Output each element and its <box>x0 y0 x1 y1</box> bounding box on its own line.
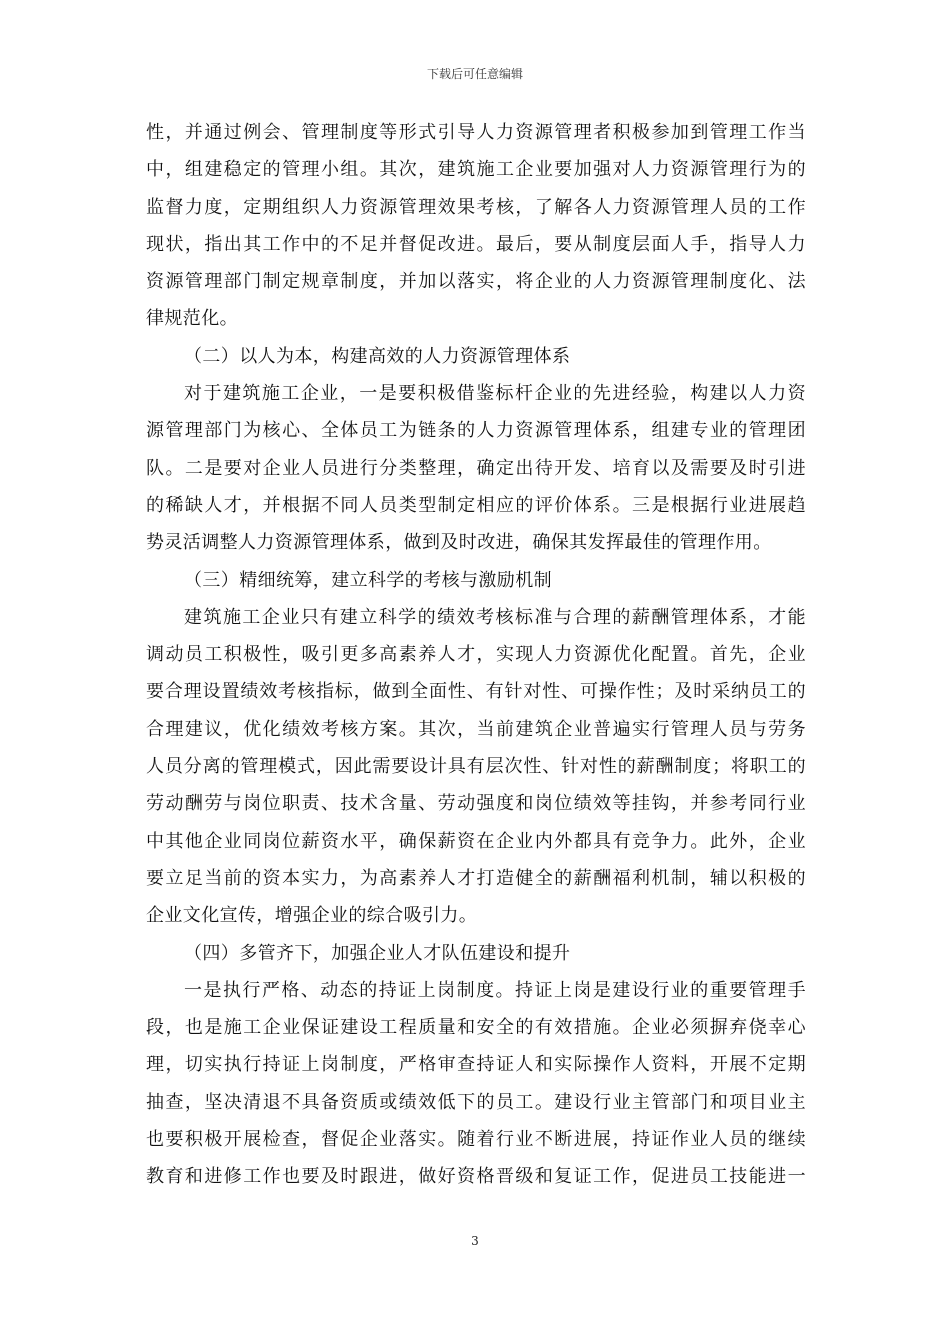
section-heading: （四）多管齐下，加强企业人才队伍建设和提升 <box>184 942 571 964</box>
section-heading: （二）以人为本，构建高效的人力资源管理体系 <box>184 345 571 367</box>
text-line: 企业文化宣传，增强企业的综合吸引力。 <box>146 905 478 927</box>
text-line: 合理建议，优化绩效考核方案。其次，当前建筑企业普遍实行管理人员与劳务 <box>146 718 806 740</box>
text-line: 教育和进修工作也要及时跟进，做好资格晋级和复证工作，促进员工技能进一 <box>146 1166 806 1188</box>
text-line: 的稀缺人才，并根据不同人员类型制定相应的评价体系。三是根据行业进展趋 <box>146 494 806 516</box>
text-line: 要立足当前的资本实力，为高素养人才打造健全的薪酬福利机制，辅以积极的 <box>146 867 806 889</box>
section-heading: （三）精细统筹，建立科学的考核与激励机制 <box>184 569 552 591</box>
text-line: 也要积极开展检查，督促企业落实。随着行业不断进展，持证作业人员的继续 <box>146 1129 806 1151</box>
text-line: 抽查，坚决清退不具备资质或绩效低下的员工。建设行业主管部门和项目业主 <box>146 1091 806 1113</box>
text-line: 要合理设置绩效考核指标，做到全面性、有针对性、可操作性；及时采纳员工的 <box>146 681 806 703</box>
text-line: 对于建筑施工企业，一是要积极借鉴标杆企业的先进经验，构建以人力资 <box>184 383 806 405</box>
text-line: 监督力度，定期组织人力资源管理效果考核，了解各人力资源管理人员的工作 <box>146 196 806 218</box>
text-line: 资源管理部门制定规章制度，并加以落实，将企业的人力资源管理制度化、法 <box>146 271 806 293</box>
text-line: 中，组建稳定的管理小组。其次，建筑施工企业要加强对人力资源管理行为的 <box>146 159 806 181</box>
text-line: 性，并通过例会、管理制度等形式引导人力资源管理者积极参加到管理工作当 <box>146 122 806 143</box>
page-header: 下载后可任意编辑 <box>426 67 523 81</box>
text-line: 现状，指出其工作中的不足并督促改进。最后，要从制度层面人手，指导人力 <box>146 233 806 255</box>
text-line: 一是执行严格、动态的持证上岗制度。持证上岗是建设行业的重要管理手 <box>184 979 806 1001</box>
text-line: 律规范化。 <box>146 308 238 330</box>
text-line: 源管理部门为核心、全体员工为链条的人力资源管理体系，组建专业的管理团 <box>146 420 806 442</box>
text-line: 势灵活调整人力资源管理体系，做到及时改进，确保其发挥最佳的管理作用。 <box>146 532 772 554</box>
text-line: 人员分离的管理模式，因此需要设计具有层次性、针对性的薪酬制度；将职工的 <box>146 756 806 778</box>
page-number: 3 <box>471 1234 479 1248</box>
text-line: 队。二是要对企业人员进行分类整理，确定出待开发、培育以及需要及时引进 <box>146 457 806 479</box>
text-line: 中其他企业同岗位薪资水平，确保薪资在企业内外都具有竞争力。此外，企业 <box>146 830 806 852</box>
text-line: 段，也是施工企业保证建设工程质量和安全的有效措施。企业必须摒弃侥幸心 <box>146 1017 806 1039</box>
text-line: 理，切实执行持证上岗制度，严格审查持证人和实际操作人资料，开展不定期 <box>146 1054 806 1076</box>
text-line: 建筑施工企业只有建立科学的绩效考核标准与合理的薪酬管理体系，才能 <box>184 606 806 628</box>
text-line: 劳动酬劳与岗位职责、技术含量、劳动强度和岗位绩效等挂钩，并参考同行业 <box>146 793 806 815</box>
text-line: 调动员工积极性，吸引更多高素养人才，实现人力资源优化配置。首先，企业 <box>146 644 806 666</box>
document-body <box>146 122 806 1204</box>
